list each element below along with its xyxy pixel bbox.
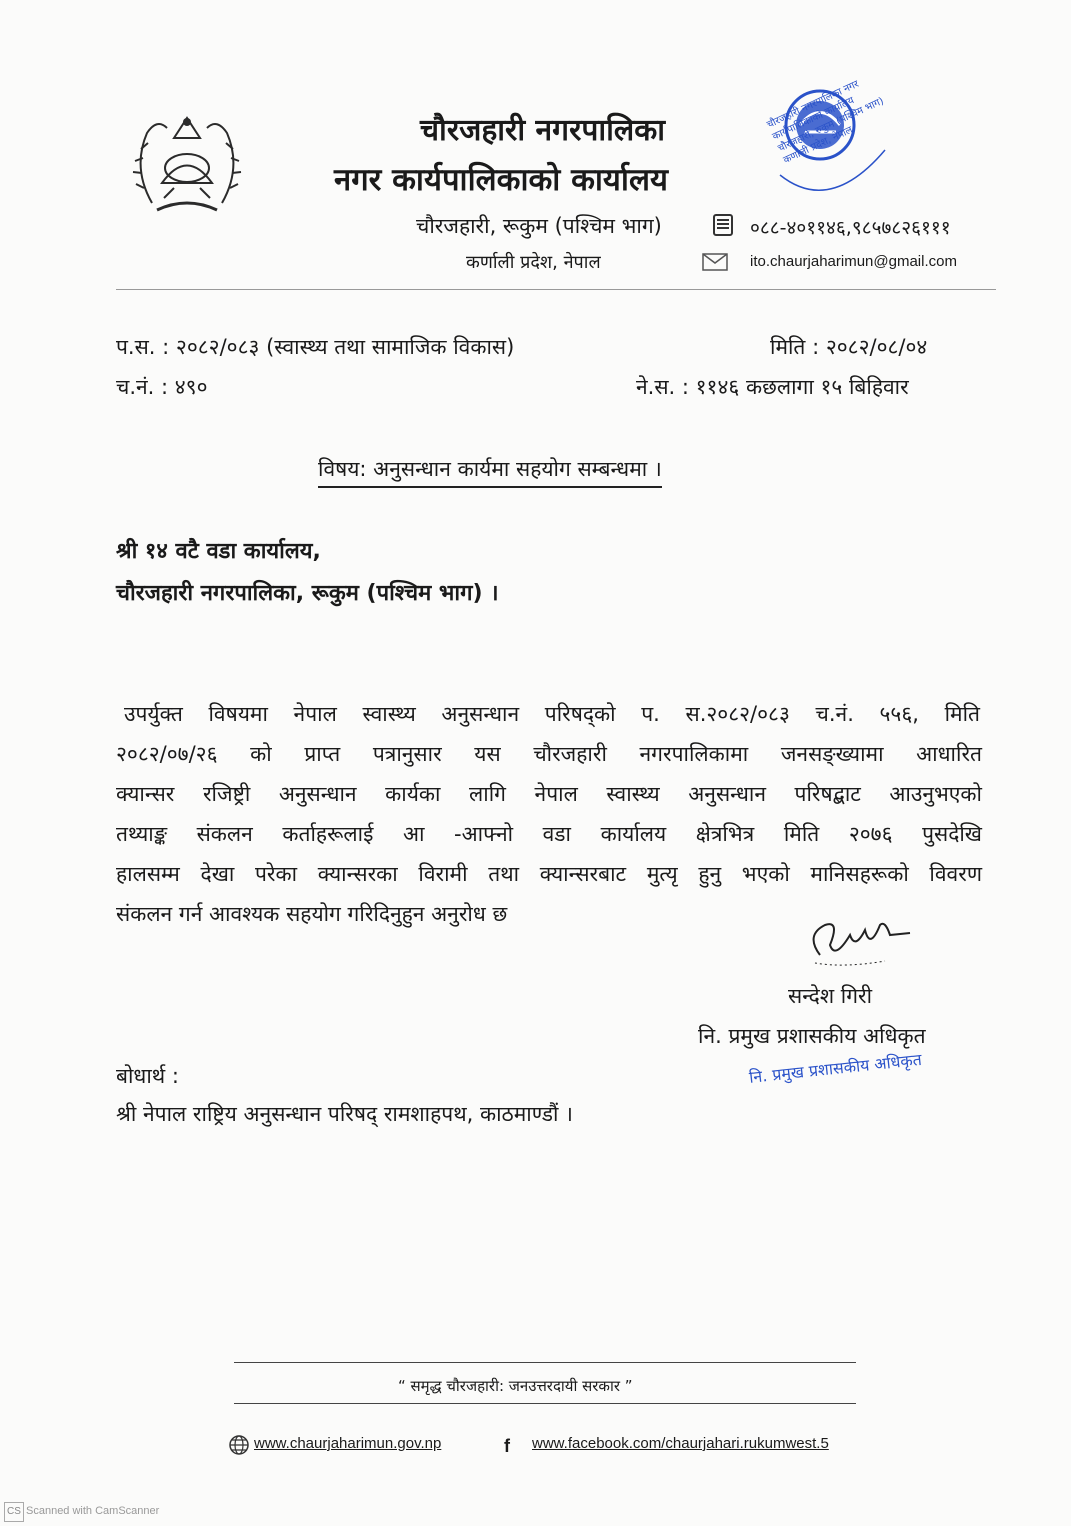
footer-rule-top xyxy=(234,1362,856,1363)
body-line-1: उपर्युक्त विषयमा नेपाल स्वास्थ्य अनुसन्धान परिषद्को प. स.२०८२/०८३ च.नं. ५५६, मिति xyxy=(124,702,980,726)
footer-slogan: “ समृद्ध चौरजहारी: जनउत्तरदायी सरकार ” xyxy=(398,1377,633,1395)
camscanner-logo-icon: CS xyxy=(4,1502,24,1522)
header-phone: ०८८-४०११४६,९८५७८२६१११ xyxy=(750,217,951,239)
header-email: ito.chaurjaharimun@gmail.com xyxy=(750,253,957,270)
header-province: कर्णाली प्रदेश, नेपाल xyxy=(466,252,601,273)
recipient-line-1: श्री १४ वटै वडा कार्यालय, xyxy=(116,539,321,564)
body-line-6: संकलन गर्न आवश्यक सहयोग गरिदिनुहुन अनुरोध छ xyxy=(116,902,508,926)
body-line-5: हालसम्म देखा परेका क्यान्सरका विरामी तथा क्यान्सरबाट मुत्यृ हुनु भएको मानिसहरूको विवरण xyxy=(116,862,982,886)
header-address: चौरजहारी, रूकुम (पश्चिम भाग) xyxy=(416,214,662,238)
header-office: नगर कार्यपालिकाको कार्यालय xyxy=(334,162,668,198)
seal-text: चौरजहारी नगरपालिका नगर कार्यपालिकाको कार्यालय चौरजहारी, रुकुम (पश्चिम भाग) कर्णाली प्रदेश, नेपाल xyxy=(765,78,886,167)
body-line-2: २०८२/०७/२६ को प्राप्त पत्रानुसार यस चौरजहारी नगरपालिकामा जनसङ्ख्यामा आधारित xyxy=(116,742,982,766)
header-municipality: चौरजहारी नगरपालिका xyxy=(420,113,666,148)
phone-icon xyxy=(708,212,740,238)
letter-date: मिति : २०८२/०८/०४ xyxy=(770,335,928,359)
recipient-line-2: चौरजहारी नगरपालिका, रूकुम (पश्चिम भाग) । xyxy=(116,581,499,606)
facebook-icon: f xyxy=(504,1436,510,1456)
footer-rule-bottom xyxy=(234,1403,856,1404)
signature-scribble xyxy=(790,905,920,975)
signatory-name: सन्देश गिरी xyxy=(788,984,873,1008)
header-divider xyxy=(116,289,996,290)
footer-facebook-link[interactable]: www.facebook.com/chaurjahari.rukumwest.5 xyxy=(532,1435,829,1452)
globe-icon xyxy=(228,1434,250,1456)
cc-label: बोधार्थ : xyxy=(116,1064,179,1088)
mail-icon xyxy=(702,253,728,271)
cc-recipient: श्री नेपाल राष्ट्रिय अनुसन्धान परिषद् रामशाहपथ, काठमाण्डौं । xyxy=(116,1102,574,1126)
footer-website-link[interactable]: www.chaurjaharimun.gov.np xyxy=(254,1435,442,1452)
scanner-watermark: Scanned with CamScanner xyxy=(26,1505,160,1517)
subject-line: विषय: अनुसन्धान कार्यमा सहयोग सम्बन्धमा । xyxy=(318,455,662,488)
nepal-sambat-date: ने.स. : ११४६ कछलागा १५ बिहिवार xyxy=(636,375,909,399)
dispatch-number: च.नं. : ४९० xyxy=(116,375,208,399)
reference-number: प.स. : २०८२/०८३ (स्वास्थ्य तथा सामाजिक विकास) xyxy=(116,335,515,359)
body-line-3: क्यान्सर रजिष्ट्री अनुसन्धान कार्यका लागि नेपाल स्वास्थ्य अनुसन्धान परिषद्बाट आउनुभएको xyxy=(116,782,982,806)
signatory-stamp: नि. प्रमुख प्रशासकीय अधिकृत xyxy=(748,1049,923,1087)
signatory-title: नि. प्रमुख प्रशासकीय अधिकृत xyxy=(698,1024,926,1048)
nepal-emblem xyxy=(122,98,252,228)
body-line-4: तथ्याङ्क संकलन कर्ताहरूलाई आ -आफ्नो वडा कार्यालय क्षेत्रभित्र मिति २०७६ पुसदेखि xyxy=(116,822,982,846)
